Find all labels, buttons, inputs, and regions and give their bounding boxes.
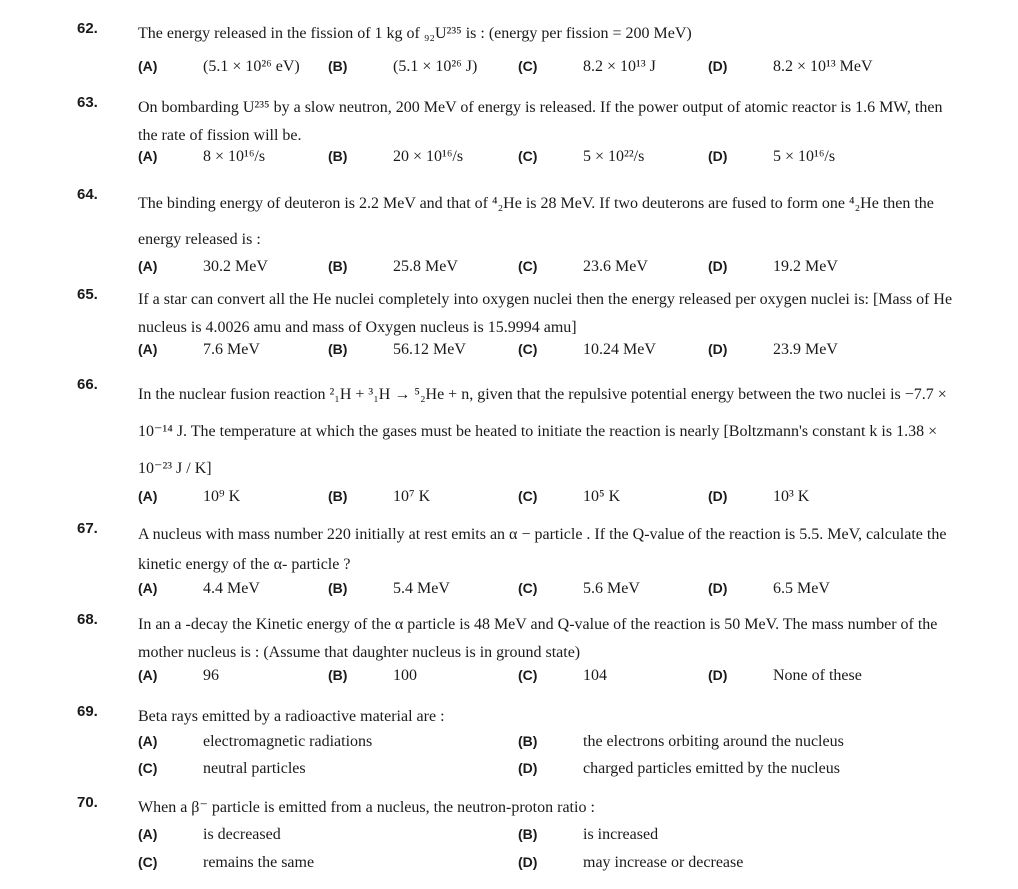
question-text: In the nuclear fusion reaction ²₁H + ³₁H → ⁵₂He + n, given that the repulsive potential energy between the two nuclei is −7.7 × 10⁻¹⁴ J. The temperature at which the gases must be heated to initiate the reaction is nearly [Boltzmann's constant k is 1.38 × 10⁻²³ J / K]	[138, 386, 947, 477]
option-value[interactable]: remains the same	[203, 854, 315, 871]
option-label[interactable]: (B)	[518, 733, 538, 749]
option-value[interactable]: neutral particles	[203, 760, 306, 777]
option-label[interactable]: (C)	[518, 341, 538, 357]
option-value[interactable]: 10⁵ K	[583, 488, 621, 505]
question-number: 68.	[77, 611, 98, 628]
option-value[interactable]: 7.6 MeV	[203, 341, 260, 358]
option-label[interactable]: (C)	[518, 148, 538, 164]
option-value[interactable]: charged particles emitted by the nucleus	[583, 760, 840, 777]
option-label[interactable]: (C)	[518, 258, 538, 274]
option-value[interactable]: 96	[203, 667, 219, 684]
question-text: In an a -decay the Kinetic energy of the α particle is 48 MeV and Q-value of the reaction is 50 MeV. The mass number of the mother nucleus is : (Assume that daughter nucleus is in ground state)	[138, 616, 938, 661]
option-value[interactable]: 56.12 MeV	[393, 341, 466, 358]
option-value[interactable]: 4.4 MeV	[203, 580, 260, 597]
question-number: 66.	[77, 376, 98, 393]
options-70-row1	[0, 826, 1018, 850]
option-label[interactable]: (B)	[328, 580, 348, 596]
options-67	[0, 580, 1018, 604]
question-text: When a β⁻ particle is emitted from a nucleus, the neutron-proton ratio :	[138, 799, 595, 816]
options-64	[0, 258, 1018, 282]
option-value[interactable]: 23.9 MeV	[773, 341, 838, 358]
option-label[interactable]: (B)	[328, 667, 348, 683]
option-value[interactable]: electromagnetic radiations	[203, 733, 373, 750]
question-text: If a star can convert all the He nuclei completely into oxygen nuclei then the energy released per oxygen nuclei is: [Mass of He nucleus is 4.0026 amu and mass of Oxygen nucleus is 15.9994 amu]	[138, 291, 953, 336]
question-number: 69.	[77, 703, 98, 720]
option-label[interactable]: (A)	[138, 488, 158, 504]
option-label[interactable]: (D)	[708, 341, 728, 357]
option-label[interactable]: (B)	[328, 148, 348, 164]
option-value[interactable]: 20 × 10¹⁶/s	[393, 148, 464, 165]
options-62	[0, 58, 1018, 82]
option-label[interactable]: (D)	[518, 854, 538, 870]
option-value[interactable]: (5.1 × 10²⁶ eV)	[203, 58, 300, 75]
option-value[interactable]: 5.6 MeV	[583, 580, 640, 597]
option-value[interactable]: 6.5 MeV	[773, 580, 830, 597]
option-value[interactable]: 5.4 MeV	[393, 580, 450, 597]
options-70-row2	[0, 854, 1018, 878]
question-text: Beta rays emitted by a radioactive material are :	[138, 708, 445, 725]
option-value[interactable]: 104	[583, 667, 607, 684]
question-number: 70.	[77, 794, 98, 811]
option-value[interactable]: 8.2 × 10¹³ J	[583, 58, 656, 75]
option-value[interactable]: the electrons orbiting around the nucleus	[583, 733, 844, 750]
option-label[interactable]: (D)	[708, 580, 728, 596]
option-value[interactable]: (5.1 × 10²⁶ J)	[393, 58, 478, 75]
option-label[interactable]: (A)	[138, 58, 158, 74]
options-65	[0, 341, 1018, 365]
option-value[interactable]: 8.2 × 10¹³ MeV	[773, 58, 873, 75]
option-label[interactable]: (A)	[138, 733, 158, 749]
option-label[interactable]: (C)	[138, 854, 158, 870]
option-label[interactable]: (D)	[708, 258, 728, 274]
option-label[interactable]: (B)	[328, 341, 348, 357]
option-value[interactable]: 23.6 MeV	[583, 258, 648, 275]
option-value[interactable]: 5 × 10¹⁶/s	[773, 148, 836, 165]
option-label[interactable]: (B)	[328, 488, 348, 504]
question-text: A nucleus with mass number 220 initially at rest emits an α − particle . If the Q-value of the reaction is 5.5. MeV, calculate the kinetic energy of the α- particle ?	[138, 526, 947, 573]
options-69-row2	[0, 760, 1018, 784]
option-label[interactable]: (A)	[138, 258, 158, 274]
option-label[interactable]: (C)	[518, 580, 538, 596]
option-label[interactable]: (C)	[138, 760, 158, 776]
option-label[interactable]: (D)	[708, 488, 728, 504]
option-value[interactable]: 25.8 MeV	[393, 258, 458, 275]
question-number: 63.	[77, 94, 98, 111]
option-value[interactable]: 19.2 MeV	[773, 258, 838, 275]
option-label[interactable]: (A)	[138, 826, 158, 842]
option-label[interactable]: (A)	[138, 580, 158, 596]
option-label[interactable]: (B)	[328, 58, 348, 74]
option-value[interactable]: 8 × 10¹⁶/s	[203, 148, 266, 165]
option-value[interactable]: 10.24 MeV	[583, 341, 656, 358]
question-text: The energy released in the fission of 1 kg of ₉₂U²³⁵ is : (energy per fission = 200 MeV)	[138, 25, 692, 42]
option-label[interactable]: (C)	[518, 58, 538, 74]
option-value[interactable]: 100	[393, 667, 417, 684]
option-label[interactable]: (D)	[708, 667, 728, 683]
option-label[interactable]: (C)	[518, 488, 538, 504]
option-label[interactable]: (D)	[518, 760, 538, 776]
option-value[interactable]: None of these	[773, 667, 862, 684]
options-63	[0, 148, 1018, 172]
option-value[interactable]: 30.2 MeV	[203, 258, 268, 275]
option-value[interactable]: 10⁹ K	[203, 488, 241, 505]
question-text: The binding energy of deuteron is 2.2 MeV and that of ⁴₂He is 28 MeV. If two deuterons are fused to form one ⁴₂He then the energy released is :	[138, 195, 934, 248]
option-value[interactable]: is increased	[583, 826, 659, 843]
option-label[interactable]: (A)	[138, 148, 158, 164]
options-69-row1	[0, 733, 1018, 757]
option-label[interactable]: (C)	[518, 667, 538, 683]
question-number: 64.	[77, 186, 98, 203]
option-value[interactable]: 10⁷ K	[393, 488, 431, 505]
question-number: 65.	[77, 286, 98, 303]
options-68	[0, 667, 1018, 691]
option-label[interactable]: (B)	[518, 826, 538, 842]
option-value[interactable]: may increase or decrease	[583, 854, 744, 871]
option-label[interactable]: (D)	[708, 58, 728, 74]
option-label[interactable]: (A)	[138, 341, 158, 357]
option-label[interactable]: (D)	[708, 148, 728, 164]
question-number: 62.	[77, 20, 98, 37]
option-value[interactable]: 10³ K	[773, 488, 810, 505]
option-label[interactable]: (B)	[328, 258, 348, 274]
question-number: 67.	[77, 520, 98, 537]
question-text: On bombarding U²³⁵ by a slow neutron, 200 MeV of energy is released. If the power output of atomic reactor is 1.6 MW, then the rate of fission will be.	[138, 99, 943, 144]
option-value[interactable]: 5 × 10²²/s	[583, 148, 645, 165]
option-label[interactable]: (A)	[138, 667, 158, 683]
options-66	[0, 488, 1018, 512]
option-value[interactable]: is decreased	[203, 826, 281, 843]
